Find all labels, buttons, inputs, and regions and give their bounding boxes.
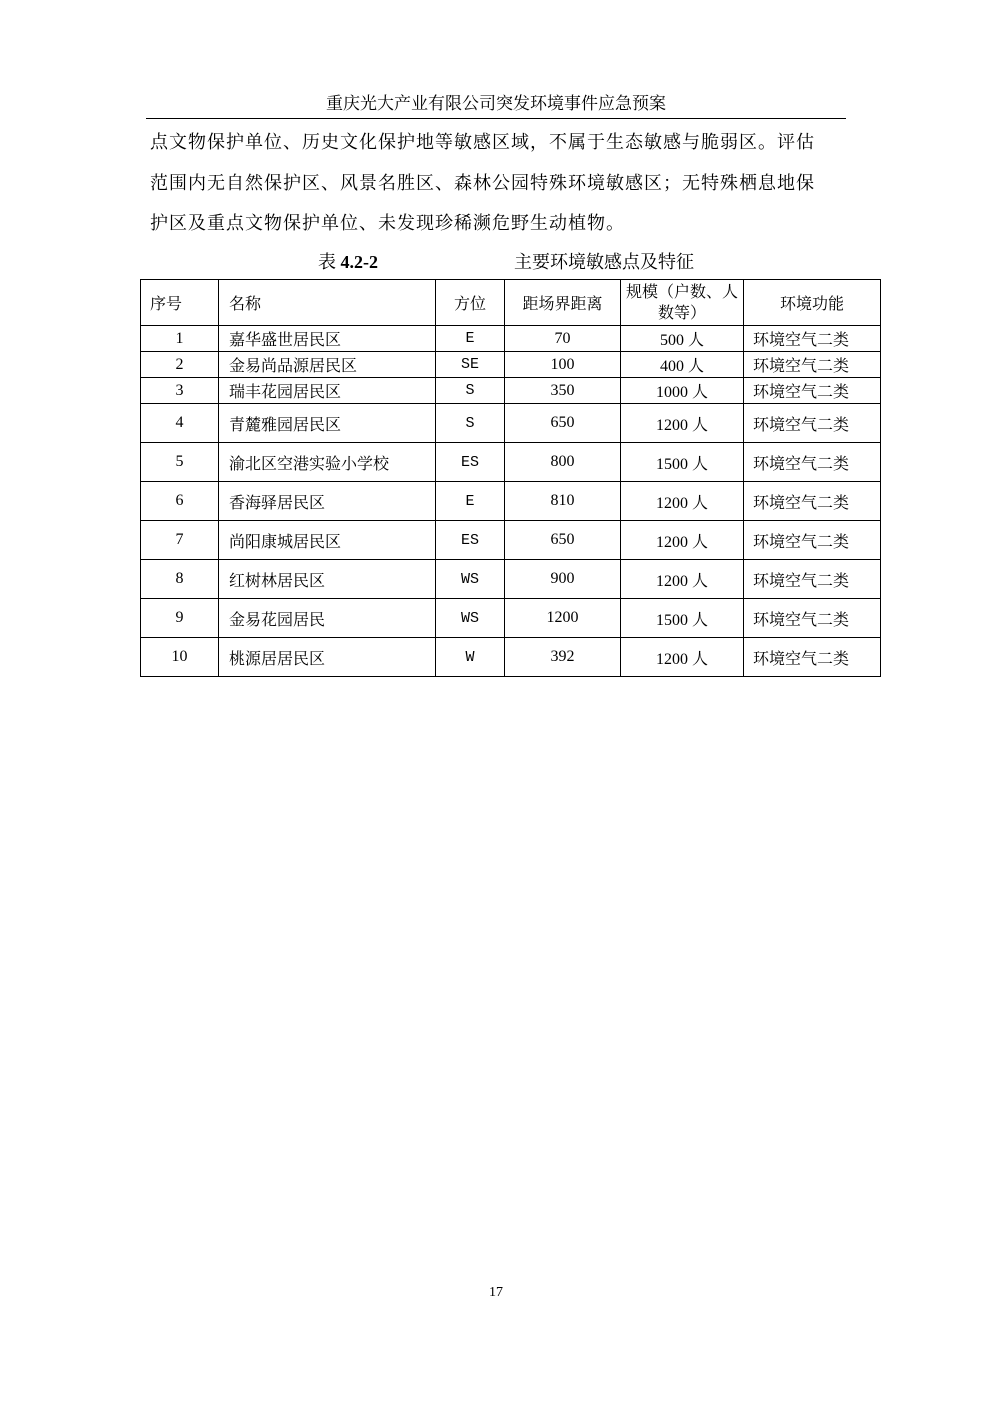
cell-scale: 1200 人 [621, 638, 744, 677]
cell-function: 环境空气二类 [744, 352, 881, 378]
cell-function: 环境空气二类 [744, 326, 881, 352]
cell-direction: ES [436, 521, 505, 560]
sensitive-points-table [140, 279, 881, 677]
cell-function: 环境空气二类 [744, 443, 881, 482]
cell-function: 环境空气二类 [744, 378, 881, 404]
cell-seq: 9 [141, 599, 219, 638]
cell-scale: 500 人 [621, 326, 744, 352]
cell-direction: WS [436, 560, 505, 599]
table-row [141, 352, 881, 378]
cell-scale: 1200 人 [621, 482, 744, 521]
cell-seq: 1 [141, 326, 219, 352]
cell-direction: E [436, 482, 505, 521]
cell-name: 瑞丰花园居民区 [219, 378, 436, 404]
cell-function: 环境空气二类 [744, 521, 881, 560]
cell-direction: SE [436, 352, 505, 378]
cell-name: 尚阳康城居民区 [219, 521, 436, 560]
cell-direction: E [436, 326, 505, 352]
header-rule [146, 118, 846, 119]
header-distance: 距场界距离 [505, 280, 621, 326]
cell-distance: 650 [505, 404, 621, 443]
cell-scale: 1200 人 [621, 404, 744, 443]
cell-distance: 392 [505, 638, 621, 677]
table-row [141, 521, 881, 560]
header-name: 名称 [219, 280, 436, 326]
table-row [141, 599, 881, 638]
cell-name: 桃源居居民区 [219, 638, 436, 677]
cell-distance: 350 [505, 378, 621, 404]
table-caption-prefix: 表 [318, 252, 336, 272]
body-paragraph-line-2: 范围内无自然保护区、风景名胜区、森林公园特殊环境敏感区；无特殊栖息地保 [150, 173, 815, 193]
cell-direction: W [436, 638, 505, 677]
table-row [141, 404, 881, 443]
cell-name: 渝北区空港实验小学校 [219, 443, 436, 482]
cell-function: 环境空气二类 [744, 482, 881, 521]
cell-distance: 1200 [505, 599, 621, 638]
cell-distance: 810 [505, 482, 621, 521]
table-caption-label [318, 248, 378, 274]
cell-seq: 4 [141, 404, 219, 443]
cell-scale: 1200 人 [621, 560, 744, 599]
cell-direction: ES [436, 443, 505, 482]
cell-name: 青麓雅园居民区 [219, 404, 436, 443]
page-number: 17 [489, 1285, 503, 1300]
table-header-row [141, 280, 881, 326]
table-row [141, 638, 881, 677]
cell-direction: S [436, 378, 505, 404]
cell-distance: 70 [505, 326, 621, 352]
cell-distance: 800 [505, 443, 621, 482]
cell-scale: 400 人 [621, 352, 744, 378]
cell-function: 环境空气二类 [744, 638, 881, 677]
document-header: 重庆光大产业有限公司突发环境事件应急预案 [326, 94, 666, 113]
cell-name: 香海驿居民区 [219, 482, 436, 521]
cell-function: 环境空气二类 [744, 560, 881, 599]
table-row [141, 378, 881, 404]
cell-name: 嘉华盛世居民区 [219, 326, 436, 352]
table-row [141, 482, 881, 521]
cell-name: 金易花园居民 [219, 599, 436, 638]
table-caption-title: 主要环境敏感点及特征 [514, 252, 694, 272]
cell-name: 金易尚品源居民区 [219, 352, 436, 378]
header-function: 环境功能 [744, 280, 881, 326]
cell-scale: 1500 人 [621, 599, 744, 638]
cell-distance: 650 [505, 521, 621, 560]
cell-function: 环境空气二类 [744, 404, 881, 443]
cell-seq: 6 [141, 482, 219, 521]
header-direction: 方位 [436, 280, 505, 326]
table-caption-number: 4.2-2 [340, 252, 378, 272]
header-scale: 规模（户数、人数等） [621, 280, 744, 326]
cell-scale: 1200 人 [621, 521, 744, 560]
cell-seq: 3 [141, 378, 219, 404]
table-row [141, 560, 881, 599]
cell-scale: 1500 人 [621, 443, 744, 482]
cell-seq: 7 [141, 521, 219, 560]
body-paragraph-line-1: 点文物保护单位、历史文化保护地等敏感区域，不属于生态敏感与脆弱区。评估 [150, 132, 815, 152]
cell-seq: 5 [141, 443, 219, 482]
cell-name: 红树林居民区 [219, 560, 436, 599]
cell-seq: 8 [141, 560, 219, 599]
cell-function: 环境空气二类 [744, 599, 881, 638]
cell-scale: 1000 人 [621, 378, 744, 404]
cell-seq: 10 [141, 638, 219, 677]
cell-distance: 900 [505, 560, 621, 599]
cell-distance: 100 [505, 352, 621, 378]
table-row [141, 443, 881, 482]
body-paragraph-line-3: 护区及重点文物保护单位、未发现珍稀濒危野生动植物。 [150, 213, 625, 233]
cell-direction: WS [436, 599, 505, 638]
table-body [141, 326, 881, 677]
header-seq: 序号 [141, 280, 219, 326]
table-row [141, 326, 881, 352]
cell-direction: S [436, 404, 505, 443]
cell-seq: 2 [141, 352, 219, 378]
